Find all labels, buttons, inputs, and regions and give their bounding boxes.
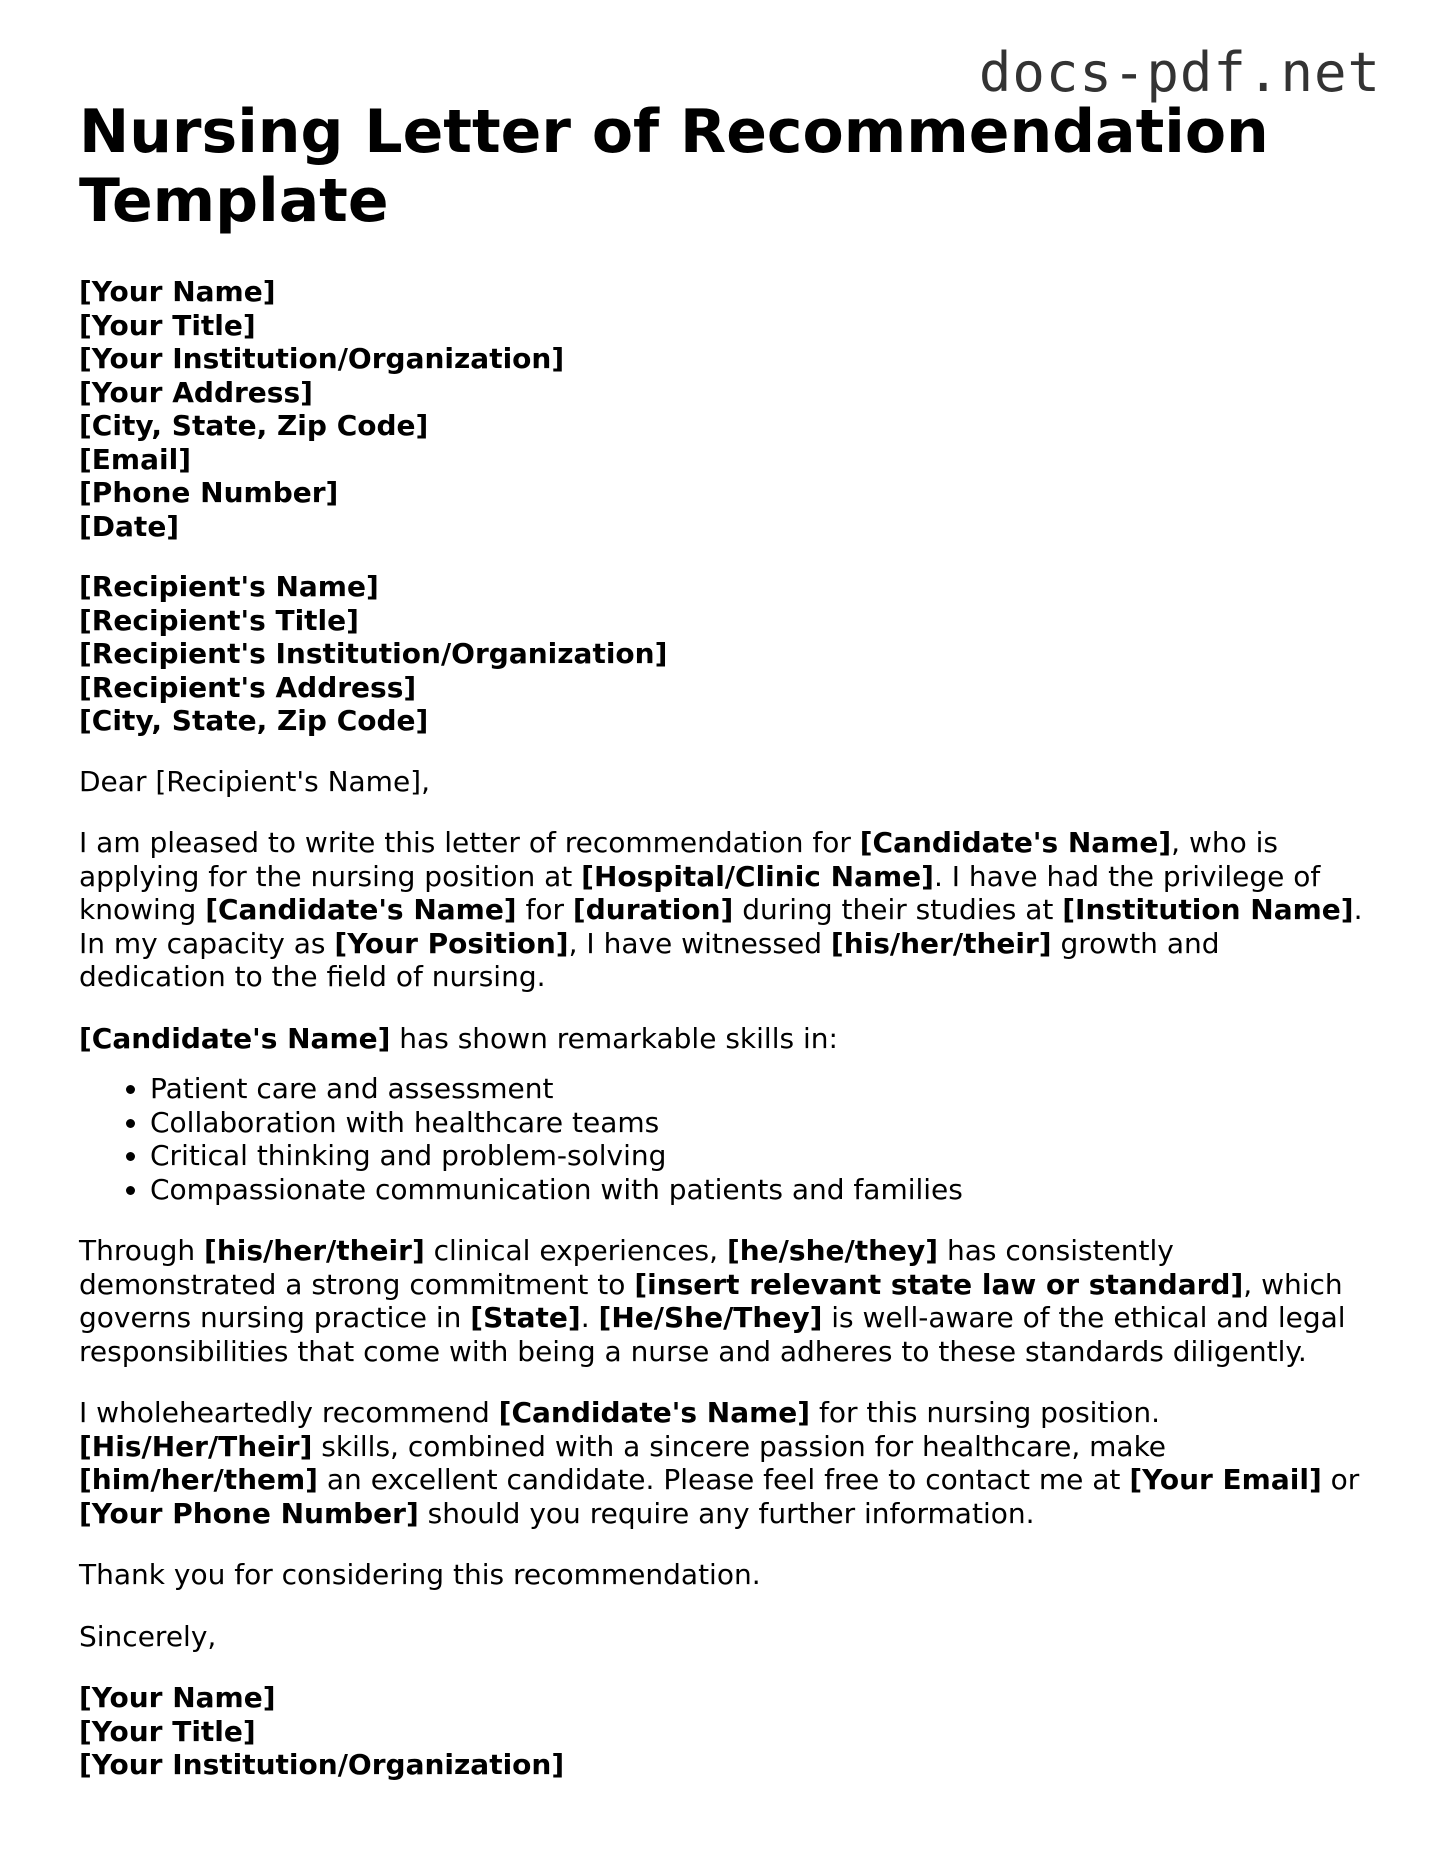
body-text: clinical experiences, bbox=[424, 1234, 727, 1267]
placeholder-text: [his/her/their] bbox=[830, 926, 1052, 960]
body-text: , which governs nursing practice in bbox=[79, 1267, 1343, 1334]
sender-line: [Email] bbox=[79, 442, 191, 476]
recipient-line: [City, State, Zip Code] bbox=[79, 704, 429, 737]
skills-intro bbox=[79, 1022, 1369, 1056]
placeholder-text: [Your Phone Number] bbox=[79, 1496, 419, 1530]
recipient-line: [Recipient's Title] bbox=[79, 603, 359, 637]
signature-line: [Your Institution/Organization] bbox=[79, 1748, 565, 1781]
paragraph-recommend bbox=[79, 1396, 1369, 1530]
sender-line: [City, State, Zip Code] bbox=[79, 409, 429, 442]
paragraph-intro bbox=[79, 826, 1369, 994]
sender-block bbox=[79, 275, 1369, 543]
body-text: I wholeheartedly recommend bbox=[79, 1396, 499, 1429]
body-text: or bbox=[1321, 1463, 1360, 1496]
placeholder-text: [Candidate's Name] bbox=[498, 1396, 811, 1429]
body-text: growth and dedication to the field of nursing. bbox=[79, 926, 1220, 993]
body-text: should you require any further information. bbox=[418, 1496, 1035, 1530]
thanks-line: Thank you for considering this recommendation. bbox=[79, 1558, 761, 1591]
placeholder-text: [Candidate's Name] bbox=[859, 826, 1172, 859]
salutation: Dear [Recipient's Name], bbox=[79, 764, 430, 798]
sender-line: [Your Title] bbox=[79, 308, 256, 342]
body-text: skills, combined with a sincere passion for healthcare, make bbox=[312, 1429, 1167, 1463]
signature-block bbox=[79, 1681, 1369, 1782]
skill-item: • Compassionate communication with patients and families bbox=[150, 1173, 1369, 1207]
placeholder-text: [Hospital/Clinic Name] bbox=[581, 859, 934, 893]
sender-line: [Date] bbox=[79, 509, 180, 543]
skill-item: • Collaboration with healthcare teams bbox=[150, 1106, 1369, 1140]
placeholder-text: [Your Email] bbox=[1129, 1463, 1322, 1496]
letter-page bbox=[79, 98, 1369, 1782]
body-text: , I have witnessed bbox=[568, 926, 831, 960]
body-text: Through bbox=[79, 1234, 205, 1267]
placeholder-text: [him/her/them] bbox=[79, 1463, 318, 1496]
body-text: is well-aware of the ethical and legal responsibilities that come with being a nurse and adheres to these standards diligently. bbox=[79, 1301, 1346, 1368]
body-text: I am pleased to write this letter of recommendation for bbox=[79, 826, 860, 859]
paragraph-clinical bbox=[79, 1234, 1369, 1368]
body-text: an excellent candidate. Please feel free to contact me at bbox=[317, 1463, 1130, 1496]
placeholder-text: [Institution Name] bbox=[1062, 893, 1354, 926]
placeholder-text: [He/She/They] bbox=[598, 1301, 823, 1334]
body-text: , who is applying for the nursing position at bbox=[79, 826, 1279, 893]
signature-line: [Your Title] bbox=[79, 1714, 256, 1748]
body-text: has shown remarkable skills in: bbox=[390, 1021, 838, 1055]
body-text: has consistently demonstrated a strong commitment to bbox=[79, 1234, 1174, 1301]
placeholder-text: [State] bbox=[470, 1301, 581, 1334]
body-text: . In my capacity as bbox=[79, 893, 1363, 960]
watermark: docs-pdf.net bbox=[978, 41, 1381, 104]
placeholder-text: [duration] bbox=[572, 893, 734, 926]
recipient-line: [Recipient's Institution/Organization] bbox=[79, 637, 668, 670]
page-title: Nursing Letter of Recommendation Template bbox=[79, 97, 1269, 236]
placeholder-text: [Your Position] bbox=[334, 926, 569, 960]
placeholder-text: [he/she/they] bbox=[726, 1234, 939, 1267]
skills-list bbox=[79, 1072, 1369, 1206]
body-text: for bbox=[516, 893, 573, 926]
sender-line: [Your Institution/Organization] bbox=[79, 342, 565, 375]
recipient-line: [Recipient's Address] bbox=[79, 670, 417, 704]
sender-line: [Your Name] bbox=[79, 275, 276, 308]
skill-item: • Patient care and assessment bbox=[150, 1072, 1369, 1106]
sender-line: [Your Address] bbox=[79, 375, 313, 409]
skill-item: • Critical thinking and problem-solving bbox=[150, 1139, 1369, 1173]
body-text: . I have had the privilege of knowing bbox=[79, 859, 1321, 926]
placeholder-text: [insert relevant state law or standard] bbox=[634, 1267, 1244, 1301]
placeholder-text: [Candidate's Name] bbox=[205, 893, 517, 926]
placeholder-text: [Candidate's Name] bbox=[79, 1021, 391, 1055]
body-text: during their studies at bbox=[733, 893, 1063, 926]
sender-line: [Phone Number] bbox=[79, 476, 339, 509]
body-text: for this nursing position. bbox=[810, 1396, 1160, 1429]
placeholder-text: [His/Her/Their] bbox=[79, 1429, 313, 1463]
recipient-block bbox=[79, 570, 1369, 738]
body-text: . bbox=[580, 1301, 599, 1334]
placeholder-text: [his/her/their] bbox=[204, 1234, 425, 1267]
closing: Sincerely, bbox=[79, 1619, 217, 1653]
recipient-line: [Recipient's Name] bbox=[79, 570, 379, 603]
signature-line: [Your Name] bbox=[79, 1681, 276, 1714]
